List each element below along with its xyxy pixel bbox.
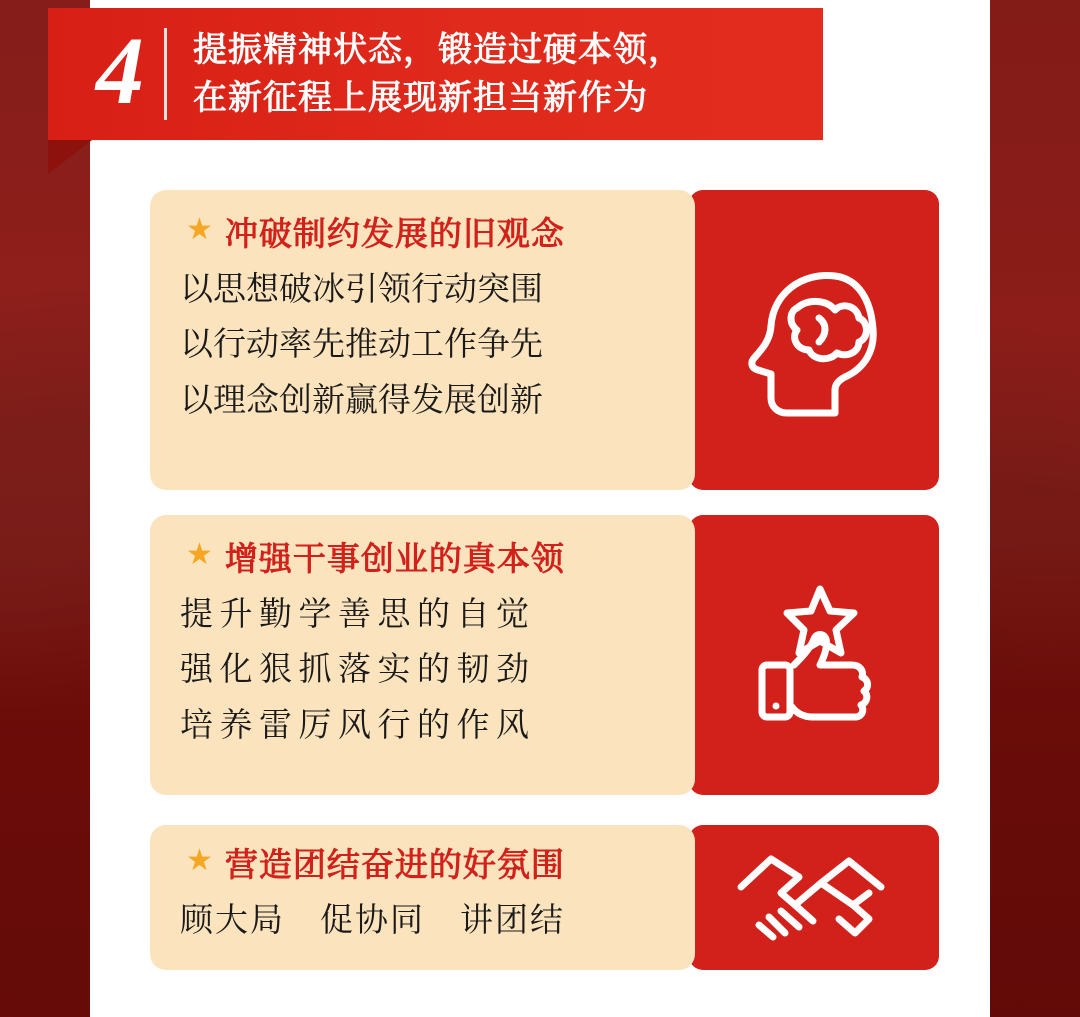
banner-divider xyxy=(164,28,167,120)
card-heading-label: 营造团结奋进的好氛围 xyxy=(224,846,565,883)
right-decorative-band xyxy=(990,0,1080,1017)
section-number: 4 xyxy=(96,17,142,124)
card-body-line: 以理念创新赢得发展创新 xyxy=(180,380,543,418)
card-icon-panel xyxy=(689,515,939,795)
page-title xyxy=(193,26,683,123)
content-card xyxy=(150,825,939,970)
star-icon: ★ xyxy=(186,843,213,877)
star-icon: ★ xyxy=(186,212,213,246)
card-body-line: 强化狠抓落实的韧劲 xyxy=(180,650,536,688)
card-body-line: 培养雷厉风行的作风 xyxy=(180,705,536,743)
head-brain-icon xyxy=(739,258,889,423)
card-icon-panel xyxy=(689,190,939,490)
card-text-block xyxy=(150,515,695,795)
card-heading-label: 冲破制约发展的旧观念 xyxy=(224,215,565,252)
content-card xyxy=(150,515,939,795)
card-icon-panel xyxy=(689,825,939,970)
banner-fold-shape xyxy=(48,140,92,174)
card-heading xyxy=(180,839,665,886)
card-body-line: 以思想破冰引领行动突围 xyxy=(180,270,543,307)
card-text-block xyxy=(150,190,695,490)
card-heading-label: 增强干事创业的真本领 xyxy=(224,540,565,577)
page-title-line-1: 提振精神状态，锻造过硬本领， xyxy=(193,30,683,69)
header-banner xyxy=(48,8,823,140)
handshake-icon xyxy=(729,843,899,953)
card-heading xyxy=(180,533,665,580)
card-body-line: 顾大局 促协同 讲团结 xyxy=(180,901,565,938)
card-body-line: 以行动率先推动工作争先 xyxy=(180,325,543,363)
page-title-line-2: 在新征程上展现新担当新作为 xyxy=(193,79,648,117)
card-body-line: 提升勤学善思的自觉 xyxy=(180,595,536,632)
content-card xyxy=(150,190,939,490)
card-text-block xyxy=(150,825,695,970)
star-icon: ★ xyxy=(186,537,213,571)
thumbs-up-star-icon xyxy=(734,573,894,738)
card-heading xyxy=(180,208,665,255)
